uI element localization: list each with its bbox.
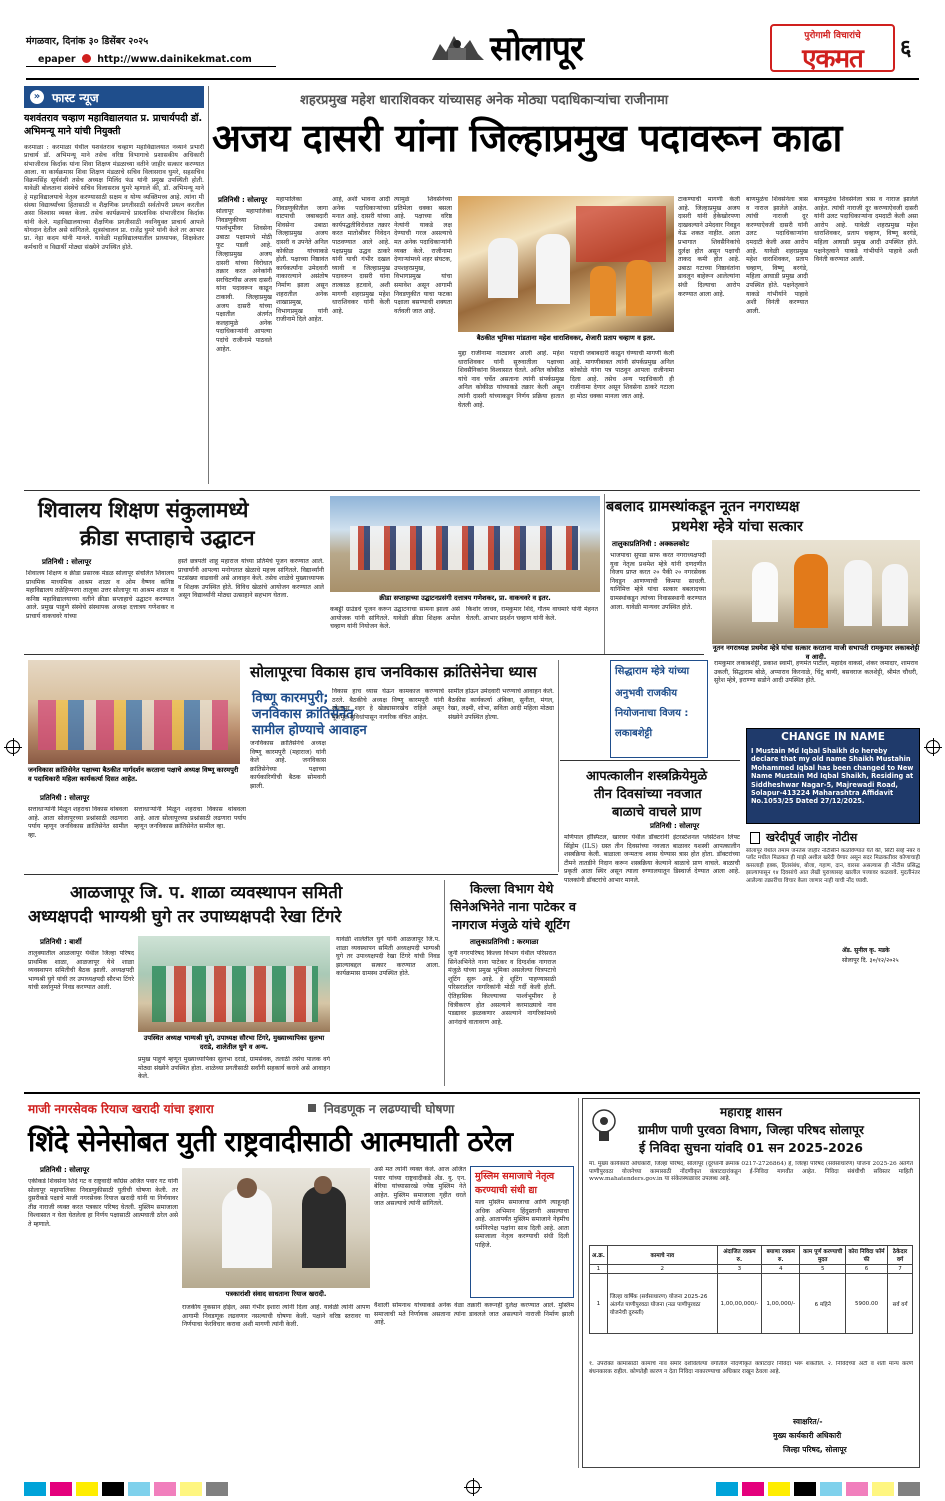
lead-col-6b xyxy=(814,196,918,356)
lead-col-4: त्यामुळे शिवसेनेच्या प्रतिमेला धक्का बसला आहे. पक्षाच्या वरिष्ठ नेत्यांनी याकडे लक्ष देण्याची गरज असल्याचे मत अनेक पदाधिकाऱ्यांनी व्यक्त केले. राजीनामा देणाऱ्यांमध्ये शहर संघटक, उपशहरप्रमुख, विभागप्रमुख यांचा समावेश असून आगामी निवडणुकीत याचा फटका पक्षाला बसण्याची शक्यता वर्तवली जात आहे. xyxy=(394,196,452,315)
mayor-byline: तालुकाप्रतिनिधी : अक्कलकोट xyxy=(612,540,690,548)
experience-box xyxy=(610,660,708,758)
sports-headline-1: शिवालय शिक्षण संकुलामध्ये xyxy=(38,498,249,522)
khardi-photo-caption: पत्रकारांशी संवाद साधताना रियाज खरादी. xyxy=(225,1290,327,1298)
experience-title-3: नियोजनाचा विजय : xyxy=(615,708,689,719)
janvikas-body-1: सत्ताधाऱ्यांनी मिळून शहराचा विकास थांबवला आहे. आता सोलापूरच्या प्रश्नांसाठी लढणारा पर्याय म्हणून जनविकास क्रांतिसेनेत सामील व्हा. xyxy=(28,806,128,839)
khardi-kicker-1: माजी नगरसेवक रियाज खरादी यांचा इशारा xyxy=(28,1102,214,1116)
khardi-box xyxy=(470,1166,574,1298)
name-change-title: CHANGE IN NAME xyxy=(781,731,885,743)
school-headline-1: आळजापूर जि. प. शाळा व्यवस्थापन समिती xyxy=(70,883,343,903)
page-number: ६ xyxy=(900,36,912,61)
janvikas-body-4: सामील होऊन उमेदवारी भरण्याचे आवाहन केले. बैठकीस कार्यकर्त्या अंबिका, सुनीता, मंगल, रेखा, लक्ष्मी, शोभा, सविता आदी महिला मोठ्या संख्येने उपस्थित होत्या. xyxy=(448,688,554,721)
purchase-notice-signature: ॲड. सुनील कृ. मडके xyxy=(842,947,890,954)
tender-title-3: ई निविदा सुचना यांवदि 01 सन 2025-2026 xyxy=(639,1140,863,1155)
table-cell: 4 xyxy=(761,1265,800,1274)
color-swatch xyxy=(794,1482,816,1496)
tender-title-1: महाराष्ट्र शासन xyxy=(720,1105,782,1119)
school-body-2: यावेळी शालेतील घुगे यांनी आळजापूर जि.प. शाळा व्यवस्थापन समिती अध्यक्षपदी भाग्यश्री घुगे तर उपाध्यक्षपदी रेखा टिंगरे यांची निवड झाल्याबद्दल सत्कार करण्यात आला. कार्यक्रमास ग्रामस्थ उपस्थित होते. xyxy=(336,936,440,978)
sports-body-2: हस्ते छत्रपती शाहू महाराज यांच्या प्रतिमेचे पूजन करण्यात आले. प्राचार्यांनी आपल्या मनोगतात खेळाचे महत्त्व सांगितले. विद्यार्थ्यांनी पटसंख्या वाढवावी असे आवाहन केले. तसेच शाळेचे मुख्याध्यापक व शिक्षक उपस्थित होते. विविध खेळांचे आयोजन करण्यात आले असून विद्यार्थ्यांनी मोठ्या उत्साहाने सहभाग घेतला. xyxy=(178,558,324,600)
brand-tagline: पुरोगामी विचारांचे xyxy=(804,31,861,41)
color-swatch xyxy=(50,1482,72,1496)
mayor-photo xyxy=(712,540,920,644)
janvikas-sub-1: विष्णू कारमपुरी; xyxy=(252,691,329,706)
color-swatch xyxy=(154,1482,176,1496)
lead-col-6: बाणमुळेच शिवसेनेला त्रास व नाराज झालेले आहेत. त्यांची नाराजी दूर करण्याऐवजी दासरी यांनी उलट पदाधिकाऱ्यांना दमदाटी केली असा आरोप आहे. यावेळी शहरप्रमुख महेश धाराशिवकर, प्रताप चव्हाण, विष्णू बरगंडे, महिला आघाडी प्रमुख आदी उपस्थित होते. पक्षनेतृत्वाने याकडे गांभीर्याने पाहावे अशी विनंती करण्यात आली. xyxy=(746,196,808,315)
table-header-cell: कामाचे नाव xyxy=(607,1246,717,1265)
lead-kicker: शहरप्रमुख महेश धाराशिवकर यांच्यासह अनेक मोठ्या पदाधिकाऱ्यांचा राजीनामा xyxy=(300,93,669,108)
purchase-notice-title: खरेदीपूर्व जाहीर नोटीस xyxy=(766,831,858,844)
color-swatch xyxy=(180,1482,202,1496)
color-swatch xyxy=(102,1482,124,1496)
mayor-headline-2: प्रथमेश म्हेत्रे यांचा सत्कार xyxy=(672,519,803,535)
lead-col-5: टाकण्याची मागणी केली आहे. जिल्हाप्रमुख अजय दासरी यांनी हेकेखोरपणा दाखवल्याने उमेदवार निवडून येऊ शकत नाहीत. आता प्रभागात शिवसैनिकांचे दुर्लक्ष होत असून पक्षाची ताकद कमी होत आहे. उबाठा गटाच्या निष्ठावंतांना डावलून बाहेरून आलेल्यांना संधी दिल्याचा आरोप करण्यात आला आहे. xyxy=(678,196,740,298)
khardi-box-title-1: मुस्लिम समाजाचे नेतृत्व xyxy=(475,1171,555,1182)
tender-table-header xyxy=(590,1246,913,1265)
table-cell: 1,00,00,000/- xyxy=(717,1274,761,1334)
fort-byline: तालुकाप्रतिनिधी : करमाळा xyxy=(470,938,539,946)
fort-headline-1: किल्ला विभाग येथे xyxy=(470,881,554,896)
lead-col-3: आहे, अशी भावना आदी अनेक पदाधिकाऱ्यांच्या मनात आहे. दासरी यांच्या कार्यपद्धतीविरोधात तक्रार करत मातोश्रीवर निवेदन पाठवण्यात आले आहे. पक्षप्रमुख उद्धव ठाकरे यांनी याची गंभीर दखल घ्यावी व जिल्हाप्रमुख पदावरून दासरी यांना तात्काळ हटवावे, अशी मागणी शहरप्रमुख महेश धाराशिवकर यांनी केली आहे. xyxy=(332,196,390,315)
janvikas-body-2: जनविकास क्रांतिसेनेचे अध्यक्ष विष्णू कारमपुरी (महाराज) यांनी केले आहे. जनविकास क्रांतिसेनेच्या पक्षाच्या कार्यकारिणीची बैठक सोमवारी झाली. xyxy=(250,740,326,790)
name-change-ad xyxy=(746,728,920,824)
surgery-headline-2: तीन दिवसांच्या नवजात xyxy=(594,787,702,802)
color-swatch xyxy=(742,1482,764,1496)
janvikas-photo xyxy=(28,660,240,764)
sports-photo-caption: क्रीडा सप्ताहाच्या उद्घाटनप्रसंगी दत्तात्रय गणेशकर, प्रा. वाकचवरे व इतर. xyxy=(379,594,551,602)
school-headline-2: अध्यक्षपदी भाग्यश्री घुगे तर उपाध्यक्षपदी रेखा टिंगरे xyxy=(28,907,342,927)
tender-sign-2: मुख्य कार्यकारी अधिकारी xyxy=(773,1431,842,1440)
color-swatch xyxy=(206,1482,228,1496)
school-body-1: तालुक्यातील आळजापूर येथील जिल्हा परिषद प्राथमिक शाळा, आळजापूर येथे शाळा व्यवस्थापन समितीची बैठक झाली. अध्यक्षपदी भाग्यश्री घुगे यांची तर उपाध्यक्षपदी सौरभा टिंगरे यांची सर्वानुमते निवड करण्यात आली. xyxy=(28,950,134,992)
janvikas-body-3: विकास हाच ध्यास घेऊन कामकाज करण्याचे ठरले. बैठकीचे अध्यक्ष विष्णू कारमपुरी यांनी सोलापूर शहर हे खेड्यासारखेच राहिले असून मूलभूत सुविधांपासून नागरिक वंचित आहेत. xyxy=(332,688,444,721)
color-swatch xyxy=(846,1482,868,1496)
table-cell: 6 महिने xyxy=(800,1274,845,1334)
janvikas-sub-3: सामील होण्याचे आवाहन xyxy=(252,723,367,738)
khardi-photo xyxy=(182,1168,370,1288)
fast-news-headline: यशवंतराव चव्हाण महाविद्यालयात प्र. प्राचार्यपदी डॉ. अभिमन्यू माने यांची नियुक्ती xyxy=(24,113,203,137)
lead-photo-caption: बैठकीत भूमिका मांडताना महेश धाराशिवकर, शेजारी प्रताप चव्हाण व इतर. xyxy=(476,334,656,342)
tender-sign-3: जिल्हा परिषद, सोलापूर xyxy=(783,1445,847,1454)
lead-col-8: पदाची जबाबदारी काढून घेण्याची मागणी केली आहे. मागणीबाबत त्यांनी संपर्कप्रमुख अनिल कोकोळे यांना पत्र पाठवून आपला राजीनामा दिला आहे. तसेच अन्य पदाधिकारी ही राजीनामा देणार असून शिवसेना ठाकरे गटाला हा मोठा धक्का मानला जात आहे. xyxy=(570,350,674,400)
table-cell: 7 xyxy=(888,1265,913,1274)
khardi-body-2: राजकीय नुकसान होईल, असा गंभीर इशारा त्यांनी दिला आहे. यावेळी त्यांनी आपण आगामी निवडणूक लढवणार नसल्याची घोषणा केली. पक्षाने वरिष्ठ स्तरावर या निर्णयाचा फेरविचार करावा अशी मागणी त्यांनी केली. xyxy=(182,1304,370,1329)
registration-mark-icon xyxy=(466,1480,480,1494)
school-body-3: प्रमुख पाहुणे म्हणून मुख्याध्यापिका सुलभा दराडे, ग्रामसेवक, तलाठी तसेच पालक वर्ग मोठ्या संख्येने उपस्थित होता. शाळेच्या प्रगतीसाठी सर्वांनी सहकार्य करावे असे आवाहन केले. xyxy=(138,1056,330,1081)
table-header-cell: ठेकेदार वर्ग xyxy=(888,1246,913,1265)
fast-news xyxy=(24,86,204,486)
masthead-epaper[interactable] xyxy=(38,54,252,65)
fort-headline-3: नागराज मंजुळे यांचे शूटिंग xyxy=(452,917,570,932)
khardi-byline: प्रतिनिधी : सोलापूर xyxy=(40,1166,90,1174)
lead-photo xyxy=(458,196,674,332)
khardi-headline: शिंदे सेनेसोबत युती राष्ट्रवादीसाठी आत्मघाती ठरेल xyxy=(28,1125,513,1158)
surgery-body: मणिपाल हॉस्पिटल, खारघर येथील डॉक्टरांनी इंटरस्टेशनल प्लेसेंटेशन लिफ्ट सिंड्रोम (ILS) ग्रस्त तीन दिवसांच्या नवजात बाळावर यशस्वी आपत्कालीन शस्त्रक्रिया केली. बाळाला जन्मतःच श्वास घेण्यास त्रास होत होता. डॉक्टरांच्या टीमने तातडीने निदान करून शस्त्रक्रिया केल्याने बाळाचे प्राण वाचले. बाळाची प्रकृती आता स्थिर असून त्याला रुग्णालयातून डिस्चार्ज देण्यात आला आहे. पालकांनी डॉक्टरांचे आभार मानले. xyxy=(564,834,740,884)
table-header-cell: बयाणा रक्कम रु. xyxy=(761,1246,800,1265)
masthead xyxy=(0,0,945,80)
table-cell: 1 xyxy=(590,1274,608,1334)
fast-news-label: फास्ट न्यूज xyxy=(52,91,99,105)
table-cell: 6 xyxy=(845,1265,887,1274)
tender-notice xyxy=(582,1098,920,1468)
lead-col-2: महापालिका निवडणुकीतील जागा वाटपाची जबाबदारी शिवसेना उबाठा जिल्हाप्रमुख अजय दासरी व उपनेते अनिल कोकीळ यांच्याकडे होती. पक्षाच्या निष्ठावंत कार्यकर्त्यांना उमेदवारी नाकारल्याने असंतोष निर्माण झाला असून शहरातील अनेक शाखाप्रमुख, विभागप्रमुख यांनी राजीनामे दिले आहेत. xyxy=(276,196,328,324)
registration-mark-icon xyxy=(6,740,20,754)
brand-name: एकमत xyxy=(802,44,863,74)
table-header-cell: अ.क्र. xyxy=(590,1246,608,1265)
section-emblem-icon xyxy=(428,30,488,64)
registration-mark-icon xyxy=(926,740,940,754)
khardi-kicker-bar xyxy=(24,1098,564,1118)
purchase-notice xyxy=(746,830,920,970)
chevron-right-icon: » xyxy=(30,90,44,104)
lead-col-7: मुद्दा राजीनामा नाट्यावर आली आहे. महेश धाराशिवकर यांनी सुरुवातीला पक्षाच्या शिवसैनिकांना विश्वासात घेतले. अनिल कोकीळ यांचे नाव चर्चेत असताना त्यांनी संपर्कप्रमुख अनिल कोकीळ यांच्याकडे तक्रार केली असून त्यांनी दासरी यांच्याकडून निर्णय प्रक्रिया हातात घेतली आहे. xyxy=(458,350,564,409)
link-icon xyxy=(82,54,91,63)
color-swatch xyxy=(872,1482,894,1496)
color-swatch xyxy=(898,1482,920,1496)
khardi-kicker-2: निवडणूक न लढण्याची घोषणा xyxy=(324,1102,455,1116)
surgery-byline: प्रतिनिधी : सोलापूर xyxy=(650,822,700,830)
brand-box xyxy=(770,24,895,72)
khardi-body-3: असे मत त्यांनी व्यक्त केले. आज अजित पवार यांच्या राष्ट्रवादीकडे ॲड. यु. एन. बेरिया यांच्यासारखे ज्येष्ठ मुस्लिम नेते आहेत. मुस्लिम समाजाला गृहीत धरले जात असल्याचे त्यांनी सांगितले. xyxy=(374,1166,466,1208)
table-cell: 5900.00 xyxy=(845,1274,887,1334)
masthead-date: मंगळवार, दिनांक ३० डिसेंबर २०२५ xyxy=(26,36,149,47)
sports-body-4: किशोर जाधव, रामकुमार शिंदे, गौतम वाघमारे यांनी मेहनत घेतली. आभार प्रदर्शन चव्हाण यांनी केले. xyxy=(466,606,598,622)
table-cell: 5 xyxy=(800,1265,845,1274)
color-swatch xyxy=(820,1482,842,1496)
sports-body-3: कबड्डी ग्राउंडचे पूजन करून उद्घाटनाचा सामना झाला असे आयोजक यांनी सांगितले. यावेळी क्रीडा शिक्षक अमोल चव्हाण यांनी नियोजन केले. xyxy=(330,606,460,631)
fort-body: जुनी नगरपरिषद किल्ला विभाग येथील परिसरात सिनेअभिनेते नाना पाटेकर व दिग्दर्शक नागराज मंजुळे यांच्या प्रमुख भूमिका असलेल्या चित्रपटाचे शूटिंग सुरू आहे. हे शूटिंग पाहण्यासाठी परिसरातील नागरिकांनी मोठी गर्दी केली होती. ऐतिहासिक किल्ल्याच्या पार्श्वभूमीवर हे चित्रीकरण होत असल्याने करमाळ्याचे नाव पडद्यावर झळकणार असल्याने नागरिकांमध्ये आनंदाचे वातावरण आहे. xyxy=(448,950,556,1026)
section-title: सोलापूर xyxy=(490,29,583,69)
surgery-headline-1: आपत्कालीन शस्त्रक्रियेमुळे xyxy=(586,769,708,784)
school-byline: प्रतिनिधी : बार्शी xyxy=(40,938,82,946)
color-swatch xyxy=(716,1482,738,1496)
table-cell: सर्व वर्ग xyxy=(888,1274,913,1334)
mayor-photo-caption: नूतन नगराध्यक्ष प्रथमेश म्हेत्रे यांचा सत्कार करताना माजी सभापती रामकुमार लकाबशेट्टी व आदी. xyxy=(712,644,920,661)
janvikas-byline: प्रतिनिधी : सोलापूर xyxy=(40,794,90,802)
fort-headline-2: सिनेअभिनेते नाना पाटेकर व xyxy=(450,899,576,914)
table-cell: 2 xyxy=(607,1265,717,1274)
fast-news-label-bar xyxy=(24,86,204,108)
separator-square-icon xyxy=(308,1104,316,1112)
color-swatch xyxy=(24,1482,46,1496)
epaper-url[interactable]: http://www.dainikekmat.com xyxy=(97,54,252,65)
sports-body-1: शिवालय शिक्षण व क्रीडा प्रसारक मंडळ सोलापूर संचलित शिवालय प्राथमिक माध्यमिक आश्रम शाळा व ओम वैष्णव कनिष्ठ महाविद्यालय तळेहिप्परगा तालुका उत्तर सोलापूर या आश्रम शाळा व कनिष्ठ महाविद्यालयाच्या वतीने क्रीडा सप्ताहाचे उद्घाटन करण्यात आले. प्रमुख पाहुणे संस्थेचे संस्थापक अध्यक्ष दत्तात्रय गणेशकर व प्राचार्य वाकचवरे यांच्या xyxy=(26,570,174,620)
color-swatch xyxy=(128,1482,150,1496)
sports-headline-2: क्रीडा सप्ताहाचे उद्घाटन xyxy=(80,526,255,550)
janvikas-headline: सोलापूरचा विकास हाच जनविकास क्रांतिसेनेचा ध्यास xyxy=(250,663,537,681)
table-cell: 1,00,000/- xyxy=(761,1274,800,1334)
epaper-label: epaper xyxy=(38,54,76,65)
janvikas-photo-caption: जनविकास क्रांतिसेनेत पक्षाच्या बैठकीत मार्गदर्शन करताना पक्षाचे अध्यक्ष विष्णू कारमपुरी व पदाधिकारी महिला कार्यकर्त्या दिसत आहेत. xyxy=(28,766,239,783)
khardi-body-4: वैशाली सोमनाथ यांच्याकडे अनेक वेळा तक्रारी करूनही दुर्लक्ष करण्यात आले. मुस्लिम समाजाची मते निर्णायक असताना त्यांना डावलले जात असल्याने नाराजी निर्माण झाली आहे. xyxy=(374,1302,574,1327)
color-swatch xyxy=(768,1482,790,1496)
tender-title-2: ग्रामीण पाणी पुरवठा विभाग, जिल्हा परिषद सोलापूर xyxy=(638,1123,864,1137)
tender-notes: १. उपरोक्त कामासाठी कामाचे नाव समोर दर्शविलेल्या वर्गातील नोंदणीकृत कंत्राटदार निविदा भरू शकतील. २. निविदेच्या अटी व शर्ती मान्य करणे बंधनकारक राहील. कोणतेही कारण न देता निविदा नाकारण्याचा अधिकार राखून ठेवला आहे. xyxy=(589,1361,913,1375)
janvikas-body-2b: सत्ताधाऱ्यांनी मिळून शहराचा विकास थांबवला आहे. आता सोलापूरच्या प्रश्नांसाठी लढणारा पर्याय म्हणून जनविकास क्रांतिसेनेत सामील व्हा. xyxy=(134,806,246,831)
school-photo xyxy=(138,936,330,1032)
table-row xyxy=(590,1274,913,1334)
table-header-cell: काम पूर्ण करण्याची मुदत xyxy=(800,1246,845,1265)
mayor-body: भाजपाचा सुपडा साफ करत नगराध्यक्षपदी युवा नेतृत्व प्रथमेश म्हेत्रे यांनी दणदणीत विजय प्राप्त करत २० पैकी २० नगरसेवक निवडून आणण्याची किमया साधली. यानिमित्त म्हेत्रे यांचा सत्कार बबलादच्या ग्रामस्थांकडून त्यांच्या निवासस्थानी करण्यात आला. यावेळी मान्यवर उपस्थित होते. xyxy=(610,552,706,611)
experience-title-2: अनुभवी राजकीय xyxy=(615,688,678,699)
purchase-notice-body: सोलापूर येथील तमाम जनतेस जाहीर नोटीसीने कळविण्यात येते की, सिटी सर्व्हे नंबर व प्लॉट मधील मिळकत ही माझे अशील खरेदी घेणार असून सदर मिळकतीवर कोणाचाही कसलाही हक्क, हितसंबंध, बोजा, गहाण, दान, वारसा असल्यास ही नोटीस प्रसिद्ध झाल्यापासून १४ दिवसांचे आत लेखी पुराव्यासह खालील पत्त्यावर कळवावे. मुदतीनंतर आलेल्या तक्रारींचा विचार केला जाणार नाही याची नोंद घ्यावी. xyxy=(746,848,920,884)
tender-table-numrow xyxy=(590,1265,913,1274)
mayor-body-2: रामकुमार लकाबशेट्टी, प्रकाश स्वामी, हणमंत पाटील, महादेव वाकसे, शंकर जमादार, शामराव उकली, सिद्धाराम बोळे, अप्पाराव किरनाळे, चिंटू बाणी, बसवराज कलशेट्टी, श्रीमंत चौधरी, सुरेश म्हेत्रे, इराण्णा सडोने आदी उपस्थित होते. xyxy=(714,660,918,685)
khardi-box-title-2: करण्याची संधी द्या xyxy=(475,1185,537,1196)
table-cell: 1 xyxy=(590,1265,608,1274)
mayor-headline-1: बबलाद ग्रामस्थांकडून नूतन नगराध्यक्ष xyxy=(606,499,800,515)
khardi-body-1: एकीकडे शिवसेना शिंदे गट व राष्ट्रवादी काँग्रेस अजित पवार गट यांनी सोलापूर महापालिका निवडणुकीसाठी युतीची घोषणा केली. तर दुसरीकडे पक्षाचे माजी नगरसेवक रियाज खरादी यांनी या निर्णयावर तीव्र नाराजी व्यक्त करत पत्रकार परिषद घेतली. मुस्लिम समाजाला विश्वासात न घेता घेतलेला हा निर्णय पक्षासाठी आत्मघाती ठरेल असे ते म्हणाले. xyxy=(28,1178,178,1228)
tender-intro: मा. मुख्य कार्यकारी अधिकारी, जिल्हा परिषद, सोलापूर (दूरध्वनी क्रमांक 0217-2726864) हे, जिल्हा परिषद (सर्वसाधारण) योजना 2025-26 अंतर्गत पाणीपुरवठा योजनेच्या कामासाठी नोंदणीकृत कंत्राटदारांकडून ई-निविदा मागवीत आहेत. निविदा संबंधीची सविस्तर माहिती www.mahatenders.gov.in या संकेतस्थळावर उपलब्ध आहे. xyxy=(589,1161,913,1183)
color-swatch xyxy=(76,1482,98,1496)
experience-title-1: सिद्धाराम म्हेत्रे यांच्या xyxy=(615,666,690,677)
tender-table xyxy=(589,1245,913,1334)
document-icon xyxy=(750,832,760,844)
tender-sign-1: स्वाक्षरित/- xyxy=(793,1417,823,1426)
table-header-cell: अंदाजित रक्कम रु. xyxy=(717,1246,761,1265)
fast-news-body: करमाळा : करमाळा येथील यशवंतराव चव्हाण महाविद्यालयात नव्याने प्रभारी प्राचार्य डॉ. अभिमन्यू माने तसेच वरिष्ठ विभागाचे प्रशासकीय अधिकारी संभाजीराव किर्दाक यांना शिवा शिक्षण मंडळाच्या वतीने जाहीर सत्कार करण्यात आला. या कार्यक्रमास शिवा शिक्षण मंडळाचे सचिव विलासराव घुमरे, सहसचिव विक्रमसिंह सूर्यवंशी तसेच अध्यक्ष मिलिंद फंड यांनी प्रमुख उपस्थिती होती. यावेळी बोलताना संस्थेचे सचिव विलासराव घुमरे म्हणाले की, डॉ. अभिमन्यू माने हे महाविद्यालयाचे नेतृत्व करण्यासाठी सक्षम व योग्य व्यक्तिमत्त्व आहे. त्यांना मी संस्था विद्यार्थ्यांच्या हितासाठी व शैक्षणिक प्रगतीसाठी सर्वतोपरी प्रयत्न करतील असा विश्वास व्यक्त केला. तसेच कार्यक्रमाचे प्रास्ताविक संभाजीराव किर्दाक यांनी केले. महाविद्यालयाच्या शैक्षणिक प्रगतीसाठी नवनियुक्त प्राचार्य आपले योगदान देतील असे सांगितले. सूत्रसंचालन प्रा. राजेंद्र घुमरे यांनी केले तर आभार प्रा. नेहा कदम यांनी मानले. यावेळी महाविद्यालयातील प्राध्यापक, शिक्षकेतर कर्मचारी व विद्यार्थी मोठ्या संख्येने उपस्थित होते. xyxy=(24,144,204,251)
table-cell: 3 xyxy=(717,1265,761,1274)
table-header-cell: कोरा निविदा फॉर्म फी xyxy=(845,1246,887,1265)
janvikas-sub-2: जनविकास क्रांतिसेनेत xyxy=(252,707,354,722)
lead-col-1: सोलापूर महापालिका निवडणुकीच्या पार्श्वभूमीवर शिवसेना उबाठा पक्षामध्ये मोठी फूट पडली आहे. जिल्हाप्रमुख अजय दासरी यांच्या विरोधात तक्रार करत अनेकांनी सरचिटणीस अजय दासरी यांना पदावरून काढून टाकावी. जिल्हाप्रमुख अजय दासरी यांच्या पक्षातील अंतर्गत कलहामुळे अनेक पदाधिकाऱ्यांनी आपल्या पदांचे राजीनामे पाठवले आहेत. xyxy=(216,208,272,353)
name-change-body: I Mustain Md Iqbal Shaikh do hereby declare that my old name Shaikh Mustahin Mohammed Iqbal has been changed to New Name Mustain Md Iqbal Shaikh, Residing at Siddheshwar Nagar-5, Majrewadi Road, Solapur-413224 Maharashtra Affidavit No.1053/25 Dated 27/12/2025. xyxy=(751,747,914,806)
experience-title-4: लकाबशेट्टी xyxy=(615,728,653,739)
sports-photo xyxy=(330,496,600,592)
surgery-headline-3: बाळाचे वाचले प्राण xyxy=(612,805,702,820)
sports-byline: प्रतिनिधी : सोलापूर xyxy=(42,558,92,566)
khardi-box-body: मला मुस्लिम समाजाचा आणि त्याहूनही अधिक अभिमान हिंदुस्तानी असल्याचा आहे. आतापर्यंत मुस्लिम समाजाने नेहमीच धर्मनिरपेक्ष पक्षांना साथ दिली आहे. आता समाजाला नेतृत्व करण्याची संधी दिली पाहिजे. xyxy=(475,1199,569,1249)
purchase-notice-address: सोलापूर दि. ३०/१२/२०२५ xyxy=(842,957,899,964)
table-cell: जिल्हा वार्षिक (सर्वसाधारण) योजना 2025-26 अंतर्गत पाणीपुरवठा योजना (नळ पाणीपुरवठा योजनेची दुरुस्ती) xyxy=(607,1274,717,1334)
lead-col-6b-text: बाणमुळेच शिवसेनेला त्रास व नाराज झालेले आहेत. त्यांची नाराजी दूर करण्याऐवजी दासरी यांनी उलट पदाधिकाऱ्यांना दमदाटी केली असा आरोप आहे. यावेळी शहरप्रमुख महेश धाराशिवकर, प्रताप चव्हाण, विष्णू बरगंडे, महिला आघाडी प्रमुख आदी उपस्थित होते. पक्षनेतृत्वाने याकडे गांभीर्याने पाहावे अशी विनंती करण्यात आली. xyxy=(814,196,918,264)
school-photo-caption: उपस्थित अध्यक्ष भाग्यश्री घुगे, उपाध्यक्ष सौरभा टिंगरे, मुख्याध्यापिका सुलभा दराडे, शालेतील घुगे व अन्य. xyxy=(143,1034,325,1051)
lead-headline: अजय दासरी यांना जिल्हाप्रमुख पदावरून काढा xyxy=(212,116,842,160)
lead-byline: प्रतिनिधी : सोलापूर xyxy=(218,196,268,204)
